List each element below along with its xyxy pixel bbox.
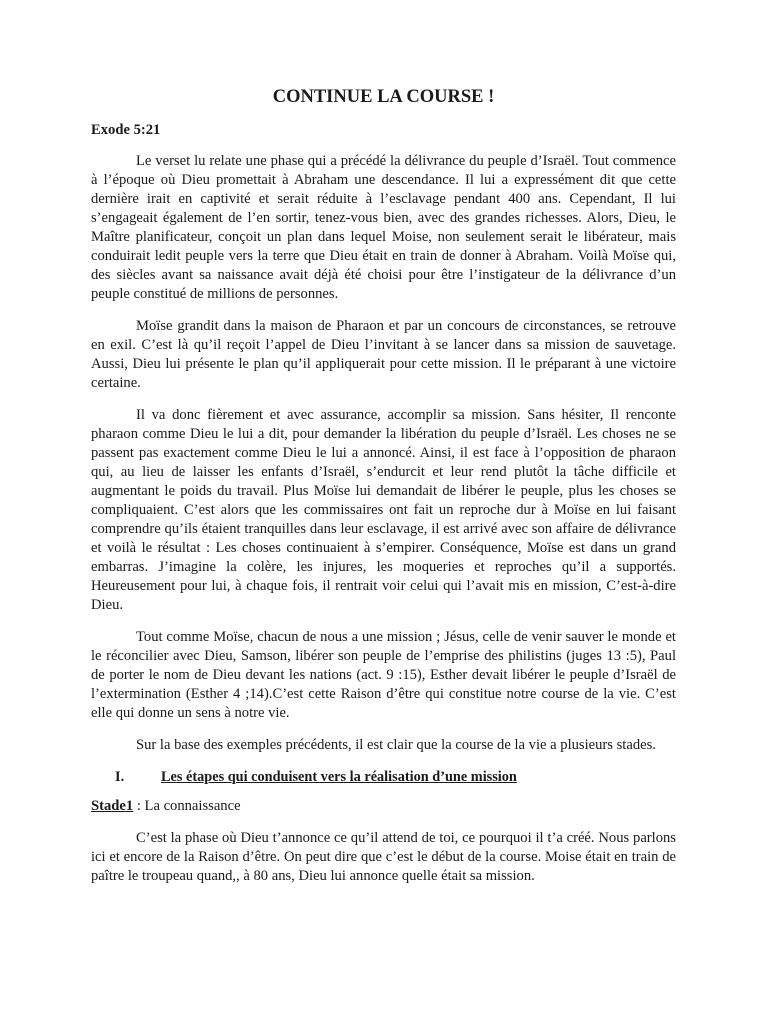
- document-body: [91, 86, 676, 899]
- paragraph-knowledge: C’est la phase où Dieu t’annonce ce qu’il attend de toi, ce pourquoi il t’a créé. Nous parlons ici et encore de la Raison d’être. On peut dire que c’est le début de la course. Moise était en train de paître le troupeau quand,, à 80 ans, Dieu lui annonce quelle était sa mission.: [91, 830, 676, 884]
- section-number: I.: [115, 769, 125, 785]
- paragraph-intro: Le verset lu relate une phase qui a précédé la délivrance du peuple d’Israël. Tout commence à l’époque où Dieu promettait à Abraham une descendance. Il lui a expressément dit que cette dernière irait en captivité et serait réduite à l’esclavage pendant 400 ans. Cependant, Il lui s’engageait également de l’en sortir, tenez-vous bien, avec des grandes richesses. Alors, Dieu, le Maître planificateur, conçoit un plan dans lequel Moise, non seulement serait le libérateur, mais conduirait ledit peuple vers la terre que Dieu était en train de donner à Abraham. Voilà Moïse qui, des siècles avant sa naissance avait déjà été choisi pour être l’instigateur de la délivrance d’un peuple constitué de millions de personnes.: [91, 153, 676, 302]
- paragraph-mission: Il va donc fièrement et avec assurance, accomplir sa mission. Sans hésiter, Il renconte pharaon comme Dieu le lui a dit, pour demander la libération du peuple d’Israël. Les choses ne se passent pas exactement comme Dieu le lui a annoncé. Ainsi, il est face à l’opposition de pharaon qui, au lieu de laisser les enfants d’Israël, s’endurcit et leur rend plutôt la tâche difficile et augmentant le poids du travail. Plus Moïse lui demandait de libérer le peuple, plus les choses se compliquaient. C’est alors que les commissaires ont fait un reproche dur à Moïse en lui faisant comprendre qu’ils étaient tranquilles dans leur esclavage, il est arrivé avec son affaire de délivrance et voilà le résultat : Les choses continuaient à s’empirer. Conséquence, Moïse est dans un grand embarras. J’imagine la colère, les injures, les moqueries et reproches qu’il a supportés. Heureusement pour lui, à chaque fois, il rentrait voir celui qui l’avait mis en mission, C’est-à-dire Dieu.: [91, 407, 676, 613]
- stade-label: Stade1: [91, 798, 134, 814]
- section-title: Les étapes qui conduisent vers la réalisation d’une mission: [161, 769, 517, 785]
- bible-reference: Exode 5:21: [91, 122, 161, 138]
- paragraph-everyone-mission: Tout comme Moïse, chacun de nous a une mission ; Jésus, celle de venir sauver le monde et le réconcilier avec Dieu, Samson, libérer son peuple de l’emprise des philistins (juges 13 :5), Paul de porter le nom de Dieu devant les nations (act. 9 :15), Esther devait libérer le peuple d’Israël de l’extermination (Esther 4 ;14).C’est cette Raison d’être qui constitue notre course de la vie. C’est elle qui donne un sens à notre vie.: [91, 629, 676, 721]
- stade-line: [91, 797, 676, 816]
- section-heading: [91, 768, 676, 787]
- stade-text: : La connaissance: [133, 798, 241, 814]
- paragraph-exile: Moïse grandit dans la maison de Pharaon et par un concours de circonstances, se retrouve en exil. C’est là qu’il reçoit l’appel de Dieu l’invitant à se lancer dans sa mission de sauvetage. Aussi, Dieu lui présente le plan qu’il appliquerait pour cette mission. Il le préparant à une victoire certaine.: [91, 318, 676, 391]
- page-title: CONTINUE LA COURSE !: [272, 87, 495, 107]
- paragraph-stades: Sur la base des exemples précédents, il est clair que la course de la vie a plusieurs stades.: [136, 737, 656, 753]
